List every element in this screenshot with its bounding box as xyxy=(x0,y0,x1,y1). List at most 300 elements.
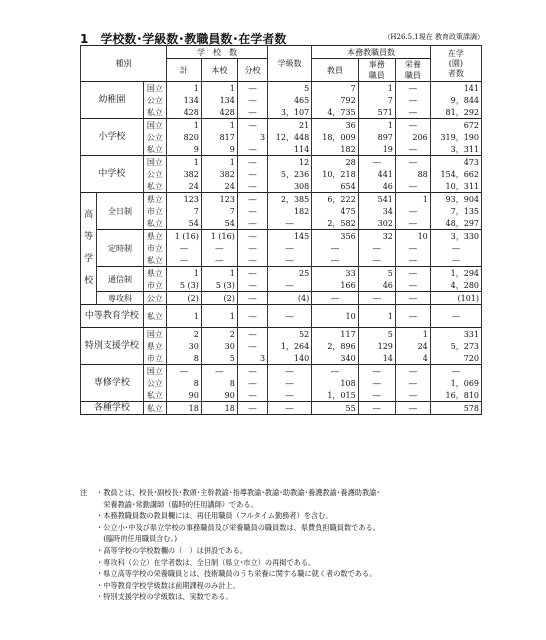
header-total: 計 xyxy=(166,59,201,82)
value-cell: ― xyxy=(395,279,430,292)
value-cell: 4，735 xyxy=(312,106,358,119)
value-cell: ― xyxy=(395,156,430,169)
value-cell: ― xyxy=(395,305,430,328)
value-cell: 2，385 xyxy=(268,193,312,206)
value-cell: 1 xyxy=(358,305,395,328)
value-cell: 2，582 xyxy=(312,217,358,230)
value-cell: 5 (3) xyxy=(166,279,201,292)
header-schools: 学 校 数 xyxy=(166,46,267,59)
ownership-cell: 公立 xyxy=(143,94,166,106)
ownership-cell: 公立 xyxy=(143,292,166,305)
table-row xyxy=(81,267,482,280)
value-cell: 141 xyxy=(430,82,481,95)
value-cell: ― xyxy=(201,242,237,254)
high-school-char: 校 xyxy=(84,276,94,286)
ownership-cell: 国立 xyxy=(143,365,166,378)
value-cell: 541 xyxy=(358,193,395,206)
value-cell: ― xyxy=(395,365,430,378)
title-note: （H26.5.1現在 教育政策課調） xyxy=(383,33,484,41)
value-cell: ― xyxy=(237,402,267,415)
ownership-cell: 市立 xyxy=(143,242,166,254)
value-cell: ― xyxy=(358,389,395,402)
value-cell: ― xyxy=(395,292,430,305)
value-cell: 473 xyxy=(430,156,481,169)
value-cell: 36 xyxy=(312,119,358,132)
value-cell: 475 xyxy=(312,205,358,217)
value-cell: ― xyxy=(237,205,267,217)
value-cell: ― xyxy=(430,305,481,328)
category-cell: 定時制 xyxy=(97,230,143,267)
value-cell: ― xyxy=(237,279,267,292)
ownership-cell: 国立 xyxy=(143,119,166,132)
ownership-cell: 私立 xyxy=(143,254,166,267)
value-cell: ― xyxy=(237,217,267,230)
value-cell: ― xyxy=(201,254,237,267)
value-cell: ― xyxy=(166,254,201,267)
header-nutrition: 栄養 職員 xyxy=(395,59,430,82)
table-body xyxy=(81,82,482,415)
ownership-cell: 私立 xyxy=(143,180,166,193)
value-cell: 3 xyxy=(237,131,267,143)
value-cell: 654 xyxy=(312,180,358,193)
note-text: ・本務教職員数の教員欄には、再任用職員（フルタイム勤務者）を含む。 xyxy=(96,511,333,521)
value-cell: ― xyxy=(430,242,481,254)
value-cell: ― xyxy=(430,365,481,378)
title-row xyxy=(80,30,484,46)
value-cell: ― xyxy=(395,267,430,280)
value-cell: 18 xyxy=(166,402,201,415)
note-text: ・中等教育学校学級数は前期課程のみ計上。 xyxy=(96,580,240,590)
category-cell: 中学校 xyxy=(81,156,144,193)
value-cell: 382 xyxy=(201,168,237,180)
ownership-cell: 公立 xyxy=(143,168,166,180)
value-cell: 114 xyxy=(268,143,312,156)
value-cell: 302 xyxy=(358,217,395,230)
value-cell: 123 xyxy=(201,193,237,206)
value-cell: 5 xyxy=(358,328,395,341)
high-school-char: 学 xyxy=(84,254,94,264)
value-cell: ― xyxy=(268,254,312,267)
value-cell: 24 xyxy=(201,180,237,193)
value-cell: ― xyxy=(395,402,430,415)
value-cell: ― xyxy=(237,168,267,180)
value-cell: ― xyxy=(237,82,267,95)
ownership-cell: 市立 xyxy=(143,205,166,217)
category-cell: 中等教育学校 xyxy=(81,305,144,328)
value-cell: 1 xyxy=(201,267,237,280)
value-cell: 182 xyxy=(312,143,358,156)
value-cell: 820 xyxy=(166,131,201,143)
value-cell: ― xyxy=(237,143,267,156)
value-cell: 32 xyxy=(358,230,395,243)
header-teachers: 教員 xyxy=(312,59,358,82)
header-classes: 学級数 xyxy=(268,46,312,82)
table-row xyxy=(81,82,482,95)
value-cell: 7 xyxy=(166,205,201,217)
value-cell: 9 xyxy=(201,143,237,156)
value-cell: ― xyxy=(237,230,267,243)
value-cell: 8 xyxy=(201,377,237,389)
high-school-label xyxy=(81,193,97,305)
value-cell: 3 xyxy=(237,352,267,365)
ownership-cell: 私立 xyxy=(143,305,166,328)
header-office: 事務 職員 xyxy=(358,59,395,82)
ownership-cell: 市立 xyxy=(143,279,166,292)
value-cell: 134 xyxy=(201,94,237,106)
note-line xyxy=(80,557,500,569)
value-cell: ― xyxy=(358,402,395,415)
ownership-cell: 県立 xyxy=(143,230,166,243)
value-cell: (2) xyxy=(201,292,237,305)
value-cell: 7 xyxy=(201,205,237,217)
value-cell: 8 xyxy=(166,352,201,365)
value-cell: 308 xyxy=(268,180,312,193)
value-cell: 93，904 xyxy=(430,193,481,206)
table-header xyxy=(81,46,482,82)
value-cell: 16，810 xyxy=(430,389,481,402)
ownership-cell: 私立 xyxy=(143,106,166,119)
value-cell: ― xyxy=(395,94,430,106)
note-line xyxy=(80,487,500,499)
value-cell: ― xyxy=(268,217,312,230)
value-cell: 166 xyxy=(312,279,358,292)
note-text: ・公立小･中及び県立学校の事務職員及び栄養職員の職員数は、県費負担職員数である。 xyxy=(96,522,380,532)
value-cell: 1 xyxy=(358,119,395,132)
page-title: 1 学校数･学級数･教職員数･在学者数 xyxy=(80,32,287,46)
value-cell: 81，292 xyxy=(430,106,481,119)
value-cell: ― xyxy=(268,377,312,389)
value-cell: 1 xyxy=(201,156,237,169)
value-cell: 2，896 xyxy=(312,340,358,352)
value-cell: ― xyxy=(237,328,267,341)
value-cell: 1，015 xyxy=(312,389,358,402)
notes-section xyxy=(80,487,500,603)
value-cell: 7 xyxy=(358,94,395,106)
value-cell: ― xyxy=(268,279,312,292)
note-line xyxy=(80,580,500,592)
header-main: 本校 xyxy=(201,59,237,82)
note-line xyxy=(80,510,500,522)
value-cell: ― xyxy=(268,389,312,402)
category-cell: 各種学校 xyxy=(81,402,144,415)
value-cell: 1 xyxy=(395,328,430,341)
ownership-cell: 県立 xyxy=(143,193,166,206)
value-cell: 1 xyxy=(166,82,201,95)
value-cell: 90 xyxy=(166,389,201,402)
value-cell: ― xyxy=(395,119,430,132)
value-cell: 720 xyxy=(430,352,481,365)
value-cell: ― xyxy=(237,119,267,132)
value-cell: 1 xyxy=(201,305,237,328)
category-cell: 特別支援学校 xyxy=(81,328,144,365)
value-cell: ― xyxy=(237,365,267,378)
statistics-table xyxy=(80,45,482,415)
ownership-cell: 私立 xyxy=(143,143,166,156)
value-cell: ― xyxy=(312,292,358,305)
value-cell: ― xyxy=(166,242,201,254)
category-cell: 専修学校 xyxy=(81,365,144,402)
value-cell: 382 xyxy=(166,168,201,180)
table-row xyxy=(81,230,482,243)
note-text: ・教員とは、校長･副校長･教頭･主幹教諭･指導教諭･教諭･助教諭･養護教諭･養護助教諭･ xyxy=(96,488,380,497)
ownership-cell: 私立 xyxy=(143,389,166,402)
value-cell: 1 xyxy=(166,119,201,132)
value-cell: 19 xyxy=(358,143,395,156)
value-cell: 3，107 xyxy=(268,106,312,119)
value-cell: 10 xyxy=(312,305,358,328)
value-cell: 897 xyxy=(358,131,395,143)
value-cell: 154，662 xyxy=(430,168,481,180)
value-cell: 34 xyxy=(358,205,395,217)
ownership-cell: 国立 xyxy=(143,82,166,95)
header-branch: 分校 xyxy=(237,59,267,82)
high-school-char: 等 xyxy=(84,232,94,242)
header-kind: 種別 xyxy=(81,46,167,82)
high-school-char: 高 xyxy=(84,210,94,220)
note-line xyxy=(80,568,500,580)
note-text: 栄養教諭･常勤講師（臨時的任用講師）である。 xyxy=(96,499,258,509)
value-cell: 5 xyxy=(358,267,395,280)
ownership-cell: 県立 xyxy=(143,267,166,280)
value-cell: ― xyxy=(358,254,395,267)
value-cell: 1 xyxy=(358,82,395,95)
value-cell: 441 xyxy=(358,168,395,180)
value-cell: 672 xyxy=(430,119,481,132)
note-line xyxy=(80,533,500,545)
value-cell: ― xyxy=(201,365,237,378)
value-cell: ― xyxy=(395,143,430,156)
value-cell: 12，448 xyxy=(268,131,312,143)
note-line xyxy=(80,499,500,511)
value-cell: 1，264 xyxy=(268,340,312,352)
value-cell: 6，222 xyxy=(312,193,358,206)
value-cell: 465 xyxy=(268,94,312,106)
value-cell: ― xyxy=(312,254,358,267)
value-cell: 48，297 xyxy=(430,217,481,230)
value-cell: ― xyxy=(312,365,358,378)
value-cell: 9，844 xyxy=(430,94,481,106)
value-cell: 7，135 xyxy=(430,205,481,217)
value-cell: 18 xyxy=(201,402,237,415)
ownership-cell: 私立 xyxy=(143,402,166,415)
value-cell: 134 xyxy=(166,94,201,106)
value-cell: 55 xyxy=(312,402,358,415)
value-cell: 1 xyxy=(201,119,237,132)
category-cell: 小学校 xyxy=(81,119,144,156)
value-cell: 1 (16) xyxy=(166,230,201,243)
value-cell: ― xyxy=(395,254,430,267)
table-row xyxy=(81,402,482,415)
value-cell: 88 xyxy=(395,168,430,180)
value-cell: 10，311 xyxy=(430,180,481,193)
ownership-cell: 私立 xyxy=(143,217,166,230)
note-text: ・高等学校の学校数欄の（ ）は併設である。 xyxy=(96,545,247,555)
category-cell: 通信制 xyxy=(97,267,143,292)
notes-lead: 注 xyxy=(80,488,88,497)
value-cell: 10，218 xyxy=(312,168,358,180)
value-cell: ― xyxy=(395,242,430,254)
value-cell: ― xyxy=(237,106,267,119)
value-cell: ― xyxy=(268,365,312,378)
value-cell: 3，311 xyxy=(430,143,481,156)
value-cell: 206 xyxy=(395,131,430,143)
table-row xyxy=(81,328,482,341)
value-cell: ― xyxy=(395,106,430,119)
note-text: ・特別支援学校の学級数は、実数である。 xyxy=(96,592,233,602)
ownership-cell: 公立 xyxy=(143,131,166,143)
value-cell: 52 xyxy=(268,328,312,341)
value-cell: 1 xyxy=(166,156,201,169)
value-cell: ― xyxy=(395,217,430,230)
value-cell: 2 xyxy=(201,328,237,341)
value-cell: ― xyxy=(358,377,395,389)
table-row xyxy=(81,365,482,378)
ownership-cell: 市立 xyxy=(143,352,166,365)
value-cell: ― xyxy=(395,377,430,389)
value-cell: ― xyxy=(237,389,267,402)
value-cell: 145 xyxy=(268,230,312,243)
value-cell: ― xyxy=(395,82,430,95)
value-cell: 21 xyxy=(268,119,312,132)
value-cell: ― xyxy=(268,242,312,254)
value-cell: 1 xyxy=(395,193,430,206)
category-cell: 専攻科 xyxy=(97,292,143,305)
table-row xyxy=(81,305,482,328)
value-cell: ― xyxy=(395,205,430,217)
header-staff: 本務教職員数 xyxy=(312,46,431,59)
value-cell: ― xyxy=(237,340,267,352)
value-cell: 340 xyxy=(312,352,358,365)
value-cell: 428 xyxy=(166,106,201,119)
table-row xyxy=(81,292,482,305)
value-cell: ― xyxy=(358,292,395,305)
value-cell: 46 xyxy=(358,180,395,193)
value-cell: 5，236 xyxy=(268,168,312,180)
value-cell: 817 xyxy=(201,131,237,143)
value-cell: 5，273 xyxy=(430,340,481,352)
note-line xyxy=(80,522,500,534)
value-cell: 319，190 xyxy=(430,131,481,143)
value-cell: 54 xyxy=(166,217,201,230)
value-cell: ― xyxy=(237,94,267,106)
value-cell: 5 xyxy=(268,82,312,95)
table-row xyxy=(81,193,482,206)
value-cell: 33 xyxy=(312,267,358,280)
table-row xyxy=(81,156,482,169)
value-cell: 428 xyxy=(201,106,237,119)
value-cell: 792 xyxy=(312,94,358,106)
value-cell: 1，294 xyxy=(430,267,481,280)
value-cell: 117 xyxy=(312,328,358,341)
value-cell: 129 xyxy=(358,340,395,352)
value-cell: 4，280 xyxy=(430,279,481,292)
value-cell: 30 xyxy=(201,340,237,352)
value-cell: 1 xyxy=(166,305,201,328)
value-cell: ― xyxy=(237,242,267,254)
value-cell: 2 xyxy=(166,328,201,341)
value-cell: 8 xyxy=(166,377,201,389)
value-cell: ― xyxy=(237,305,267,328)
value-cell: ― xyxy=(166,365,201,378)
value-cell: 356 xyxy=(312,230,358,243)
value-cell: ― xyxy=(237,180,267,193)
value-cell: ― xyxy=(237,292,267,305)
value-cell: ― xyxy=(395,180,430,193)
value-cell: ― xyxy=(358,156,395,169)
value-cell: 12 xyxy=(268,156,312,169)
value-cell: (101) xyxy=(430,292,481,305)
value-cell: ― xyxy=(430,254,481,267)
value-cell: 108 xyxy=(312,377,358,389)
value-cell: ― xyxy=(268,305,312,328)
value-cell: ― xyxy=(312,242,358,254)
value-cell: ― xyxy=(395,389,430,402)
table-row xyxy=(81,119,482,132)
value-cell: 140 xyxy=(268,352,312,365)
ownership-cell: 国立 xyxy=(143,328,166,341)
note-line xyxy=(80,545,500,557)
category-cell: 幼稚園 xyxy=(81,82,144,119)
value-cell: (2) xyxy=(166,292,201,305)
value-cell: ― xyxy=(358,365,395,378)
value-cell: 90 xyxy=(201,389,237,402)
value-cell: ― xyxy=(237,377,267,389)
value-cell: 4 xyxy=(395,352,430,365)
value-cell: 14 xyxy=(358,352,395,365)
value-cell: 571 xyxy=(358,106,395,119)
ownership-cell: 公立 xyxy=(143,377,166,389)
note-line xyxy=(80,591,500,603)
value-cell: (4) xyxy=(268,292,312,305)
value-cell: 331 xyxy=(430,328,481,341)
value-cell: 1 xyxy=(201,82,237,95)
value-cell: ― xyxy=(268,402,312,415)
value-cell: 28 xyxy=(312,156,358,169)
note-text: ・県立高等学校の栄養職員とは、技術職員のうち栄養に関する職に就く者の数である。 xyxy=(96,569,377,579)
value-cell: 24 xyxy=(395,340,430,352)
value-cell: 123 xyxy=(166,193,201,206)
value-cell: 182 xyxy=(268,205,312,217)
value-cell: 18，009 xyxy=(312,131,358,143)
value-cell: ― xyxy=(237,254,267,267)
ownership-cell: 国立 xyxy=(143,156,166,169)
note-text: (臨時的任用職員含む。) xyxy=(96,534,178,544)
ownership-cell: 県立 xyxy=(143,340,166,352)
value-cell: ― xyxy=(237,267,267,280)
value-cell: 1，069 xyxy=(430,377,481,389)
value-cell: 46 xyxy=(358,279,395,292)
value-cell: 9 xyxy=(166,143,201,156)
value-cell: ― xyxy=(358,242,395,254)
value-cell: 5 xyxy=(201,352,237,365)
value-cell: 578 xyxy=(430,402,481,415)
value-cell: 24 xyxy=(166,180,201,193)
value-cell: 5 (3) xyxy=(201,279,237,292)
value-cell: 54 xyxy=(201,217,237,230)
note-text: ・専攻科（公立）在学者数は、全日制（県立･市立）の再掲である。 xyxy=(96,557,316,567)
value-cell: 1 xyxy=(166,267,201,280)
value-cell: 10 xyxy=(395,230,430,243)
value-cell: 3，330 xyxy=(430,230,481,243)
header-students: 在学 (園) 者数 xyxy=(430,46,481,82)
value-cell: ― xyxy=(237,156,267,169)
category-cell: 全日制 xyxy=(97,193,143,230)
value-cell: 25 xyxy=(268,267,312,280)
value-cell: ― xyxy=(237,193,267,206)
value-cell: 7 xyxy=(312,82,358,95)
value-cell: 30 xyxy=(166,340,201,352)
value-cell: 1 (16) xyxy=(201,230,237,243)
